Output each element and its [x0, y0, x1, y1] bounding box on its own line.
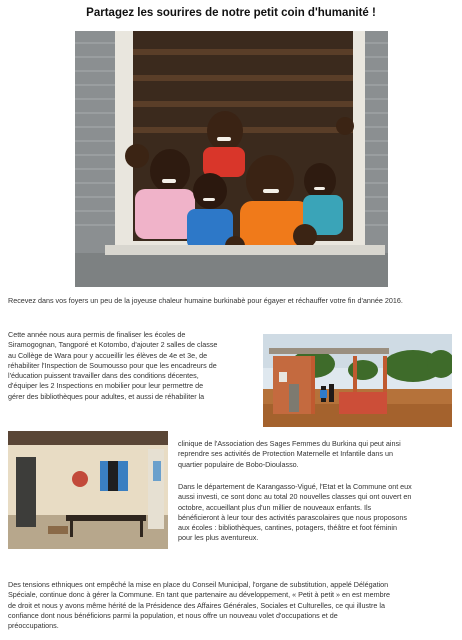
- text-line: de droit et nous y avons même hérité de la Présidence des Affaires Générales, Sociales et Culturelles, ce qui illustre la: [8, 600, 386, 610]
- text-line: aux écoles : bibliothèques, cantines, potagers, théâtre et foot féminin: [178, 523, 397, 533]
- school-building-photo: [263, 334, 452, 427]
- text-line: Siramogognan, Tangporé et Kotombo, d'ajouter 2 salles de classe: [8, 340, 218, 350]
- text-line: aussi investi, ce sont donc au total 20 nouvelles classes qui ont ouvert en: [178, 492, 412, 502]
- text-line: Cette année nous aura permis de finaliser les écoles de: [8, 330, 186, 339]
- text-line: réhabiliter l'Inspection de Soumousso pour que les encadreurs de: [8, 360, 217, 370]
- municipal-paragraph: [8, 580, 458, 631]
- page-title: Partagez les sourires de notre petit coin d'humanité !: [86, 7, 376, 19]
- children-window-photo: [75, 31, 388, 287]
- text-line: d'équiper les 2 Inspections en mobilier pour leur permettre de: [8, 381, 204, 391]
- text-line: bénéficieront à leur tour des activités parascolaires que nous proposons: [178, 512, 407, 522]
- text-line: gérer des bibliothèques pour adultes, et aussi de réhabiliter la: [8, 391, 205, 401]
- clinic-interior-photo: [8, 431, 168, 549]
- text-line: l'éducation puissent travailler dans des conditions décentes,: [8, 371, 199, 381]
- intro-paragraph: [8, 296, 454, 306]
- text-line: confiance dont nous bénéficions parmi la population, et nous offre un nouveau volet d'occupations et de: [8, 610, 338, 620]
- schools-paragraph: [8, 330, 263, 402]
- text-line: reprendre ses activités de Protection Maternelle et Infantile dans un: [178, 449, 393, 459]
- text-line: Des tensions ethniques ont empêché la mise en place du Conseil Municipal, l'organe de substitution, appelé Délégation: [8, 580, 389, 589]
- text-line: au Collège de Wara pour y accueillir les élèves de 4e et 3e, de: [8, 350, 208, 360]
- department-paragraph: [178, 482, 454, 544]
- text-line: pour les plus aventureux.: [178, 533, 259, 543]
- text-line: clinique de l'Association des Sages Femmes du Burkina qui peut ainsi: [178, 439, 401, 448]
- clinic-paragraph: [178, 439, 454, 470]
- text-line: quartier populaire de Bobo-Dioulasso.: [178, 459, 299, 469]
- text-line: octobre, accueillant plus d'un millier de nouveaux enfants. Ils: [178, 502, 372, 512]
- intro-text: Recevez dans vos foyers un peu de la joyeuse chaleur humaine burkinabè pour égayer et réchauffer votre fin d'année 2016.: [8, 296, 403, 305]
- text-line: Spéciale, continue donc à gérer la Commune. En tant que partenaire au développement, « Petit à petit » en est membre: [8, 590, 390, 600]
- text-line: Dans le département de Karangasso-Vigué, l'Etat et la Commune ont eux: [178, 482, 412, 491]
- text-line: préoccupations.: [8, 621, 59, 631]
